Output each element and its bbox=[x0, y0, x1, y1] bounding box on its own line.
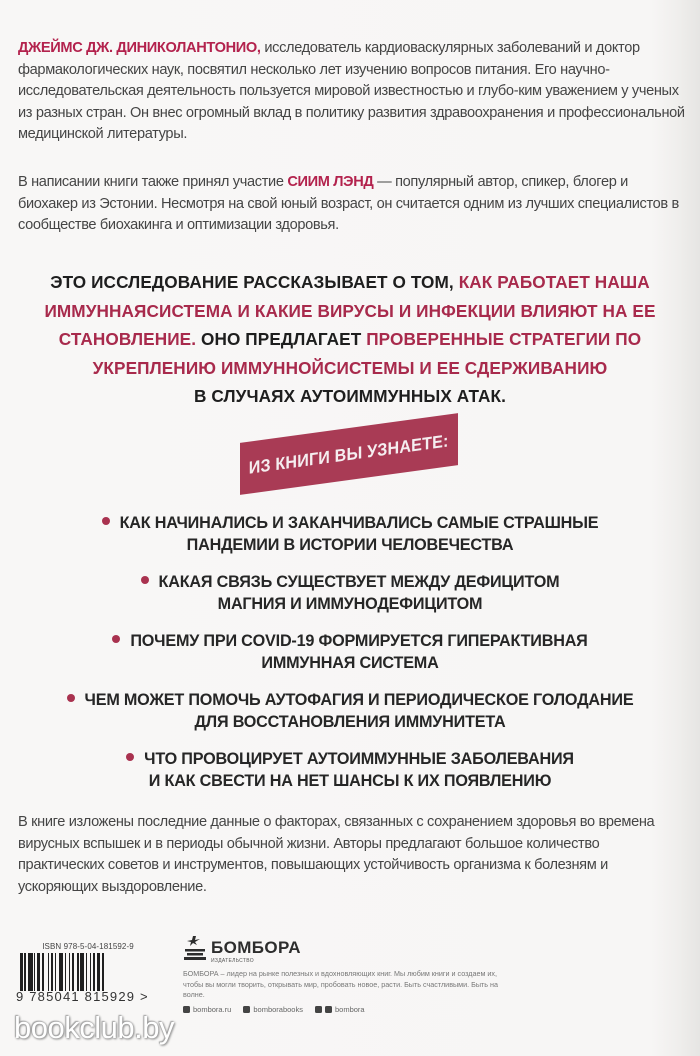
bullet-item bbox=[0, 689, 700, 733]
bullet-line2: ПАНДЕМИИ В ИСТОРИИ ЧЕЛОВЕЧЕСТВА bbox=[186, 536, 514, 554]
publisher-description: БОМБОРА – лидер на рынке полезных и вдохновляющих книг. Мы любим книги и создаем их, чтобы вы могли творить, открывать мир, пробовать новое, расти. Быть счастливыми. Быть на волне. bbox=[183, 969, 499, 999]
barcode-icon bbox=[20, 953, 166, 991]
isbn-label: ISBN 978-5-04-181592-9 bbox=[42, 942, 134, 951]
bullet-line2: МАГНИЯ И ИММУНОДЕФИЦИТОМ bbox=[217, 595, 483, 613]
vk-icon bbox=[243, 1006, 250, 1013]
bullet-line1: ЧЕМ МОЖЕТ ПОМОЧЬ АУТОФАГИЯ И ПЕРИОДИЧЕСКОЕ ГОЛОДАНИЕ bbox=[84, 691, 634, 709]
bullet-dot-icon bbox=[112, 635, 120, 643]
author2-intro: В написании книги также принял участие bbox=[18, 174, 288, 190]
bullet-item bbox=[0, 748, 700, 792]
publisher-subtitle: ИЗДАТЕЛЬСТВО bbox=[211, 958, 254, 964]
author1-paragraph bbox=[18, 38, 688, 146]
social-instagram[interactable] bbox=[183, 1005, 231, 1014]
social-vk[interactable] bbox=[243, 1005, 303, 1014]
bullet-list bbox=[0, 512, 700, 807]
bullet-line2: И КАК СВЕСТИ НА НЕТ ШАНСЫ К ИХ ПОЯВЛЕНИЮ bbox=[148, 772, 552, 790]
publisher-name: БОМБОРА bbox=[211, 938, 301, 957]
headline-part3: ОНО ПРЕДЛАГАЕТ bbox=[196, 329, 367, 349]
bullet-dot-icon bbox=[102, 517, 110, 525]
barcode-gap bbox=[104, 953, 105, 991]
bullet-dot-icon bbox=[126, 753, 134, 761]
watermark: bookclub.by bbox=[14, 1010, 174, 1045]
headline-part5: В СЛУЧАЯХ АУТОИММУННЫХ АТАК. bbox=[194, 386, 506, 406]
bullet-item bbox=[0, 512, 700, 556]
author2-bio: — популярный автор, спикер, блогер и биохакер из Эстонии. Несмотря на свой юный возраст, он считается одним из лучших специалистов в сообществе биохакинга и оптимизации здоровья. bbox=[18, 174, 679, 233]
barcode-block bbox=[16, 942, 166, 1004]
instagram-icon bbox=[183, 1006, 190, 1013]
bombora-logo-icon bbox=[183, 934, 207, 962]
headline-part1: ЭТО ИССЛЕДОВАНИЕ РАССКАЗЫВАЕТ О ТОМ, bbox=[50, 272, 459, 292]
author1-bio: и доктор фармакологических наук, посвятил несколько лет изучению вопросов питания. Его научно-исследовательская деятельность пользуется мировой известностью и глубо-ким уважением у ученых из разных стран. Он внес огромный вклад в политику развития здравоохранения и профессиональной медицинской литературы. bbox=[18, 40, 685, 142]
headline-part2: КАК РАБОТАЕТ НАША ИММУННАЯСИСТЕМА И КАКИЕ ВИРУСЫ И ИНФЕКЦИИ ВЛИЯЮТ НА ЕЕ СТАНОВЛЕНИЕ. bbox=[44, 272, 656, 349]
barcode-digits: 9 785041 815929 > bbox=[16, 989, 149, 1004]
author1-bio-first: исследователь кардиоваскулярных заболеваний bbox=[260, 40, 581, 56]
banner-label: ИЗ КНИГИ ВЫ УЗНАЕТЕ: bbox=[249, 429, 449, 478]
bullet-line1: КАК НАЧИНАЛИСЬ И ЗАКАНЧИВАЛИСЬ САМЫЕ СТРАШНЫЕ bbox=[119, 514, 599, 532]
social-youtube[interactable] bbox=[315, 1005, 365, 1014]
publisher-socials bbox=[183, 1005, 503, 1014]
bullet-line1: ЧТО ПРОВОЦИРУЕТ АУТОИММУННЫЕ ЗАБОЛЕВАНИЯ bbox=[144, 750, 574, 768]
bullet-item bbox=[0, 630, 700, 674]
learn-banner bbox=[240, 413, 458, 495]
social-label: bombora.ru bbox=[193, 1004, 232, 1014]
bullet-dot-icon bbox=[67, 694, 75, 702]
youtube-icon bbox=[315, 1006, 322, 1013]
bullet-line2: ИММУННАЯ СИСТЕМА bbox=[261, 654, 439, 672]
author1-name: ДЖЕЙМС ДЖ. ДИНИКОЛАНТОНИО, bbox=[18, 40, 261, 56]
author2-name: СИИМ ЛЭНД bbox=[287, 174, 374, 190]
bullet-item bbox=[0, 571, 700, 615]
author2-paragraph bbox=[18, 172, 688, 237]
bullet-line2: ДЛЯ ВОССТАНОВЛЕНИЯ ИММУНИТЕТА bbox=[194, 713, 506, 731]
social-label: bombora bbox=[334, 1004, 365, 1014]
summary-paragraph: В книге изложены последние данные о факторах, связанных с сохранением здоровья во времена вирусных вспышек и в периоды обычной жизни. Авторы предлагают большое количество практических советов и инструментов, повышающих устойчивость организма к болезням и ускоряющих выздоровление. bbox=[18, 814, 655, 895]
bullet-dot-icon bbox=[141, 576, 149, 584]
headline bbox=[0, 268, 700, 411]
publisher-block bbox=[183, 934, 503, 1014]
headline-part4: ПРОВЕРЕННЫЕ СТРАТЕГИИ ПО УКРЕПЛЕНИЮ ИММУННОЙСИСТЕМЫ И ЕЕ СДЕРЖИВАНИЮ bbox=[92, 329, 642, 378]
bullet-line1: ПОЧЕМУ ПРИ COVID-19 ФОРМИРУЕТСЯ ГИПЕРАКТИВНАЯ bbox=[130, 632, 588, 650]
telegram-icon bbox=[325, 1006, 332, 1013]
social-label: bomborabooks bbox=[253, 1004, 303, 1014]
bullet-line1: КАКАЯ СВЯЗЬ СУЩЕСТВУЕТ МЕЖДУ ДЕФИЦИТОМ bbox=[158, 573, 560, 591]
